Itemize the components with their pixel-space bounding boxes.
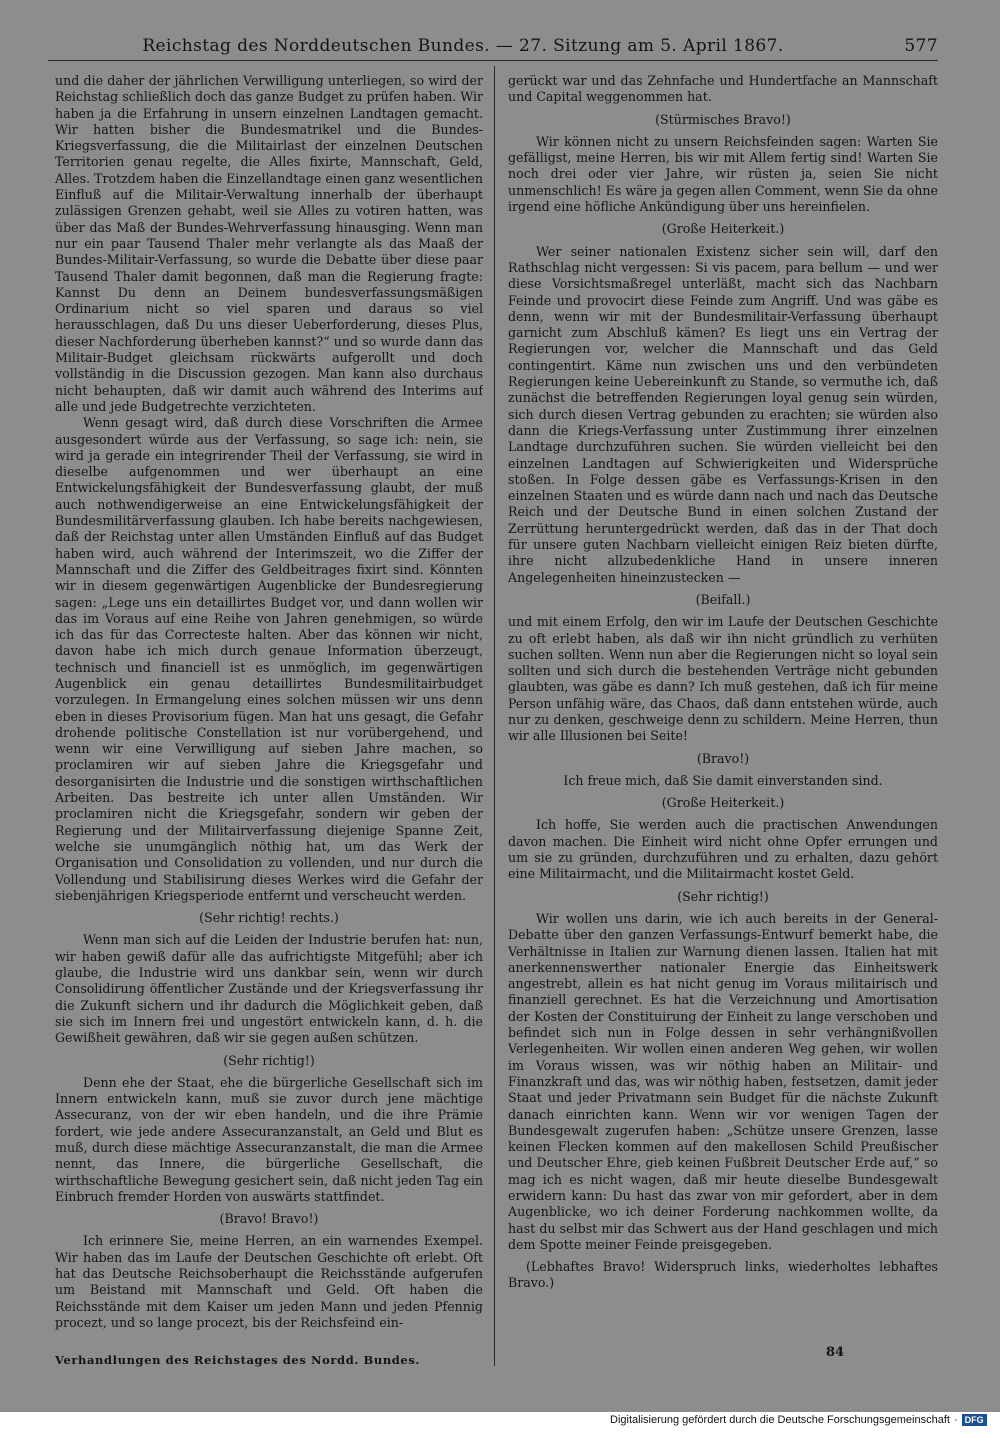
credit-text: Digitalisierung gefördert durch die Deutsche Forschungsgemeinschaft xyxy=(610,1414,950,1426)
paragraph: und die daher der jährlichen Verwilligung unterliegen, so wird der Reichstag schließlich doch das ganze Budget zu prüfen haben. Wir haben ja die Erfahrung in unsern einzelnen Landtagen gemacht. Wir hatten bisher die Bundesmatrikel und die Bundes-Kriegsverfassung, die die Militairlast der einzelnen Deutschen Territorien genau regelte, die Alles fixirte, Mannschaft, Geld, Alles. Trotzdem haben die Einzellandtage einen ganz wesentlichen Einfluß auf die Militair-Verwaltung innerhalb der überhaupt zulässigen Grenzen gehabt, weil sie Alles zu votiren hatten, was über das Maß der Bundes-Wehrverfassung hinausging. Wenn man nur ein paar Tausend Thaler mehr verlangte als das Maaß der Bundes-Militair-Verfassung, so wurde die Debatte über diese paar Tausend Thaler damit begonnen, daß man die Regierung fragte: Kannst Du denn an Deinem bundesverfassungsmäßigen Ordinarium nicht so viel sparen und daraus so viel herausschlagen, daß Du uns dieser Ueberforderung, dieses Plus, dieser Nachforderung überheben kannst?“ und so wurde dann das Militair-Budget gleichsam rückwärts aufgerollt und doch vollständig in die Discussion gezogen. Man kann also durchaus nicht behaupten, daß wir damit auch während des Interims auf alle und jede Budgetrechte verzichteten. xyxy=(55,73,483,414)
dfg-logo: DFG xyxy=(962,1414,987,1426)
paragraph: gerückt war und das Zehnfache und Hundertfache an Mannschaft und Capital weggenommen hat. xyxy=(508,73,938,105)
digitization-credit xyxy=(610,1414,987,1426)
remark: (Bravo! Bravo!) xyxy=(219,1211,319,1227)
remark: (Sehr richtig!) xyxy=(677,888,769,904)
paragraph: und mit einem Erfolg, den wir im Laufe der Deutschen Geschichte zu oft erlebt haben, als daß wir ihn nicht gründlich zu verhüten suchen sollten. Wenn nun aber die Regierungen nicht so loyal sein sollten und sich durch die bestehenden Verträge nicht gebunden glaubten, was gäbe es dann? Ich muß gestehen, daß ich für meine Person unfähig wäre, das Chaos, daß dann entstehen würde, auch nur zu denken, geschweige denn zu schildern. Meine Herren, thun wir alle Illusionen bei Seite! xyxy=(508,614,938,744)
paragraph: Ich erinnere Sie, meine Herren, an ein warnendes Exempel. Wir haben das im Laufe der Deutschen Geschichte oft erlebt. Oft hat das Deutsche Reichsoberhaupt die Reichsstände aufgerufen um Beistand mit Mannschaft und Geld. Oft haben die Reichsstände mit dem Kaiser um jeden Mann und jeden Pfennig procezt, und so lange procezt, bis der Reichsfeind ein- xyxy=(55,1233,483,1330)
header-title: Reichstag des Norddeutschen Bundes. — 27. Sitzung am 5. April 1867. xyxy=(142,36,784,56)
remark: (Sehr richtig! rechts.) xyxy=(199,910,339,926)
paragraph: Wir wollen uns darin, wie ich auch bereits in der General-Debatte über den ganzen Verfassungs-Entwurf bemerkt habe, die Verhältnisse in Italien zur Warnung dienen lassen. Italien hat mit anerkennenswerther nationaler Energie das Einheitswerk angestrebt, allein es hat nicht genug im Voraus militairisch und finanziell gerechnet. Es hat die Verzeichnung und Amortisation der Kosten der Constituirung der Einheit zu lange verschoben und befindet sich nun in Folge dessen in sehr verhängnißvollen Verlegenheiten. Wir wollen einen anderen Weg gehen, wir wollen im Voraus wissen, was wir nöthig haben an Militair- und Finanzkraft und das, was wir nöthig haben, festsetzen, damit jeder Staat und jeder Privatmann sein Budget für die nächste Zukunft danach einrichten kann. Wenn wir vor wenigen Tagen der Bundesgewalt zugerufen haben: „Schütze unsere Grenzen, lasse keinen Flecken kommen auf den makellosen Schild Preußischer und Deutscher Ehre, gieb keinen Fußbreit Deutscher Erde auf,“ so mag ich es nicht wagen, daß mir heute dieselbe Bundesgewalt erwidern kann: Du hast das zwar von mir gefordert, aber in dem Augenblicke, wo ich deiner Forderung nachkommen wollte, da hast du selbst mir das Schwert aus der Hand geschlagen und mich dem Spotte meiner Feinde preisgegeben. xyxy=(508,910,938,1252)
remark: (Stürmisches Bravo!) xyxy=(655,111,791,127)
page-number: 577 xyxy=(904,36,938,56)
remark: (Große Heiterkeit.) xyxy=(661,221,785,237)
left-column xyxy=(55,73,483,1363)
footer-publication: Verhandlungen des Reichstages des Nordd. Bundes. xyxy=(55,1353,421,1367)
remark: Ich freue mich, daß Sie damit einverstanden sind. xyxy=(563,772,883,788)
remark: (Sehr richtig!) xyxy=(223,1052,315,1068)
credit-separator: · xyxy=(953,1414,958,1426)
paragraph: Wir können nicht zu unsern Reichsfeinden sagen: Warten Sie gefälligst, meine Herren, bis wir mit Allem fertig sind! Warten Sie noch drei oder vier Jahre, wir rüsten ja, seien Sie nicht unmenschlich! Es wäre ja gegen allen Comment, wenn Sie da ohne irgend eine höfliche Ankündigung über uns hereinfielen. xyxy=(508,133,938,215)
remark: (Große Heiterkeit.) xyxy=(661,795,785,811)
paragraph: Wenn man sich auf die Leiden der Industrie berufen hat: nun, wir haben gewiß dafür alle das aufrichtigste Mitgefühl; aber ich glaube, die Industrie wird uns dankbar sein, wenn wir durch Consolidirung öffentlicher Zustände und der Kriegsverfassung ihr die Zukunft sichern und ihr dadurch die Möglichkeit geben, daß sie sich im Innern frei und ungestört entwickeln kann, d. h. die Gewißheit gewähren, daß wir sie gegen außen schützen. xyxy=(55,932,483,1046)
right-column xyxy=(508,73,938,1363)
remark: (Lebhaftes Bravo! Widerspruch links, wiederholtes lebhaftes Bravo.) xyxy=(508,1259,938,1291)
paragraph: Denn ehe der Staat, ehe die bürgerliche Gesellschaft sich im Innern entwickeln kann, muß sie zuvor durch jene mächtige Assecuranz, von der wir eben handeln, und die ihre Prämie fordert, wie jede andere Assecuranzanstalt, an Geld und Blut es muß, durch diese mächtige Assecuranzanstalt, die man die Armee nennt, das Innere, die bürgerliche Gesellschaft, die wirthschaftliche Bewegung gesichert sein, daß nicht jeden Tag ein Einbruch fremder Horden von auswärts stattfindet. xyxy=(55,1074,483,1204)
paragraph: Ich hoffe, Sie werden auch die practischen Anwendungen davon machen. Die Einheit wird nicht ohne Opfer errungen und um sie zu gründen, durchzuführen und zu erhalten, dazu gehört eine Militairmacht, und die Militairmacht kostet Geld. xyxy=(508,817,938,882)
remark: (Beifall.) xyxy=(695,591,751,607)
paragraph: Wer seiner nationalen Existenz sicher sein will, darf den Rathschlag nicht vergessen: Si vis pacem, para bellum — und wer diese Vorsichtsmaßregel unterläßt, macht sich das Nachbarn Feinde und provocirt diese Feinde zum Angriff. Und was gäbe es denn, wenn wir mit der Bundesmilitair-Verfassung überhaupt garnicht zum Abschluß kämen? Es liegt uns ein Vertrag der Regierungen vor, welcher die Mannschaft und das Geld contingentirt. Käme nun zwischen uns und den verbündeten Regierungen keine Uebereinkunft zu Stande, so vermuthe ich, daß zunächst die betreffenden Regierungen loyal genug sein würden, sich durch diesen Vertrag gebunden zu erachten; sie würden also dann die Kriegs-Verfassung unter Zustimmung ihrer einzelnen Landtage durchzuführen suchen. Sie würden vielleicht bei den einzelnen Landtagen auf Schwierigkeiten und Widersprüche stoßen. In Folge dessen gäbe es Verfassungs-Krisen in den einzelnen Staaten und es würde dann nach und nach das Deutsche Reich und der Deutsche Bund in einen solchen Zustand der Zerrüttung heruntergedrückt werden, daß das in der That doch für unsere guten Nachbarn vielleicht einigen Reiz bieten dürfte, ihre nicht allzubedenkliche Hand in unsere inneren Angelegenheiten hineinzustecken — xyxy=(508,243,938,585)
remark: (Bravo!) xyxy=(696,750,750,766)
running-header xyxy=(48,36,938,61)
column-divider xyxy=(494,66,495,1366)
paragraph: Wenn gesagt wird, daß durch diese Vorschriften die Armee ausgesondert würde aus der Verfassung, so sage ich: nein, sie wird ja gerade ein integrirender Theil der Verfassung, sie wird in dieselbe aufgenommen und wer überhaupt an eine Entwickelungsfähigkeit der Bundesverfassung glaubt, der muß auch nothwendigerweise an eine Entwickelungsfähigkeit der Bundesmilitärverfassung glauben. Ich habe bereits nachgewiesen, daß der Reichstag unter allen Umständen Einfluß auf das Budget haben wird, auch während der Interimszeit, wo die Ziffer der Mannschaft und die Ziffer des Geldbeitrages fixirt sind. Könnten wir in diesem gegenwärtigen Augenblicke der Bundesregierung sagen: „Lege uns ein detaillirtes Budget vor, und dann wollen wir das im Voraus auf eine Reihe von Jahren genehmigen, so würde ich das für das Correcteste halten. Aber das können wir nicht, davon habe ich mich durch genaue Information überzeugt, technisch und financiell ist es unmöglich, im gegenwärtigen Augenblick ein genau detaillirtes Bundesmilitairbudget vorzulegen. In Ermangelung eines solchen müssen wir uns denn eben in dieses Provisorium fügen. Man hat uns gesagt, die Gefahr drohende politische Constellation ist nur vorübergehend, und wenn wir eine Verwilligung auf sieben Jahre machen, so proclamiren wir auf sieben Jahre die Kriegsgefahr und desorganisirten die Industrie und die sonstigen wirthschaftlichen Arbeiten. Das bestreite ich unter allen Umständen. Wir proclamiren nicht die Kriegsgefahr, sondern wir geben der Regierung und der Militairverfassung diejenige Spanne Zeit, welche sie unumgänglich nöthig hat, um das Werk der Organisation und Consolidation zu vollenden, und nur durch die Vollendung und Stabilisirung dieses Werkes wird die Gefahr der siebenjährigen Kriegsperiode entfernt und verscheucht werden. xyxy=(55,415,483,903)
signature-mark: 84 xyxy=(826,1345,845,1360)
